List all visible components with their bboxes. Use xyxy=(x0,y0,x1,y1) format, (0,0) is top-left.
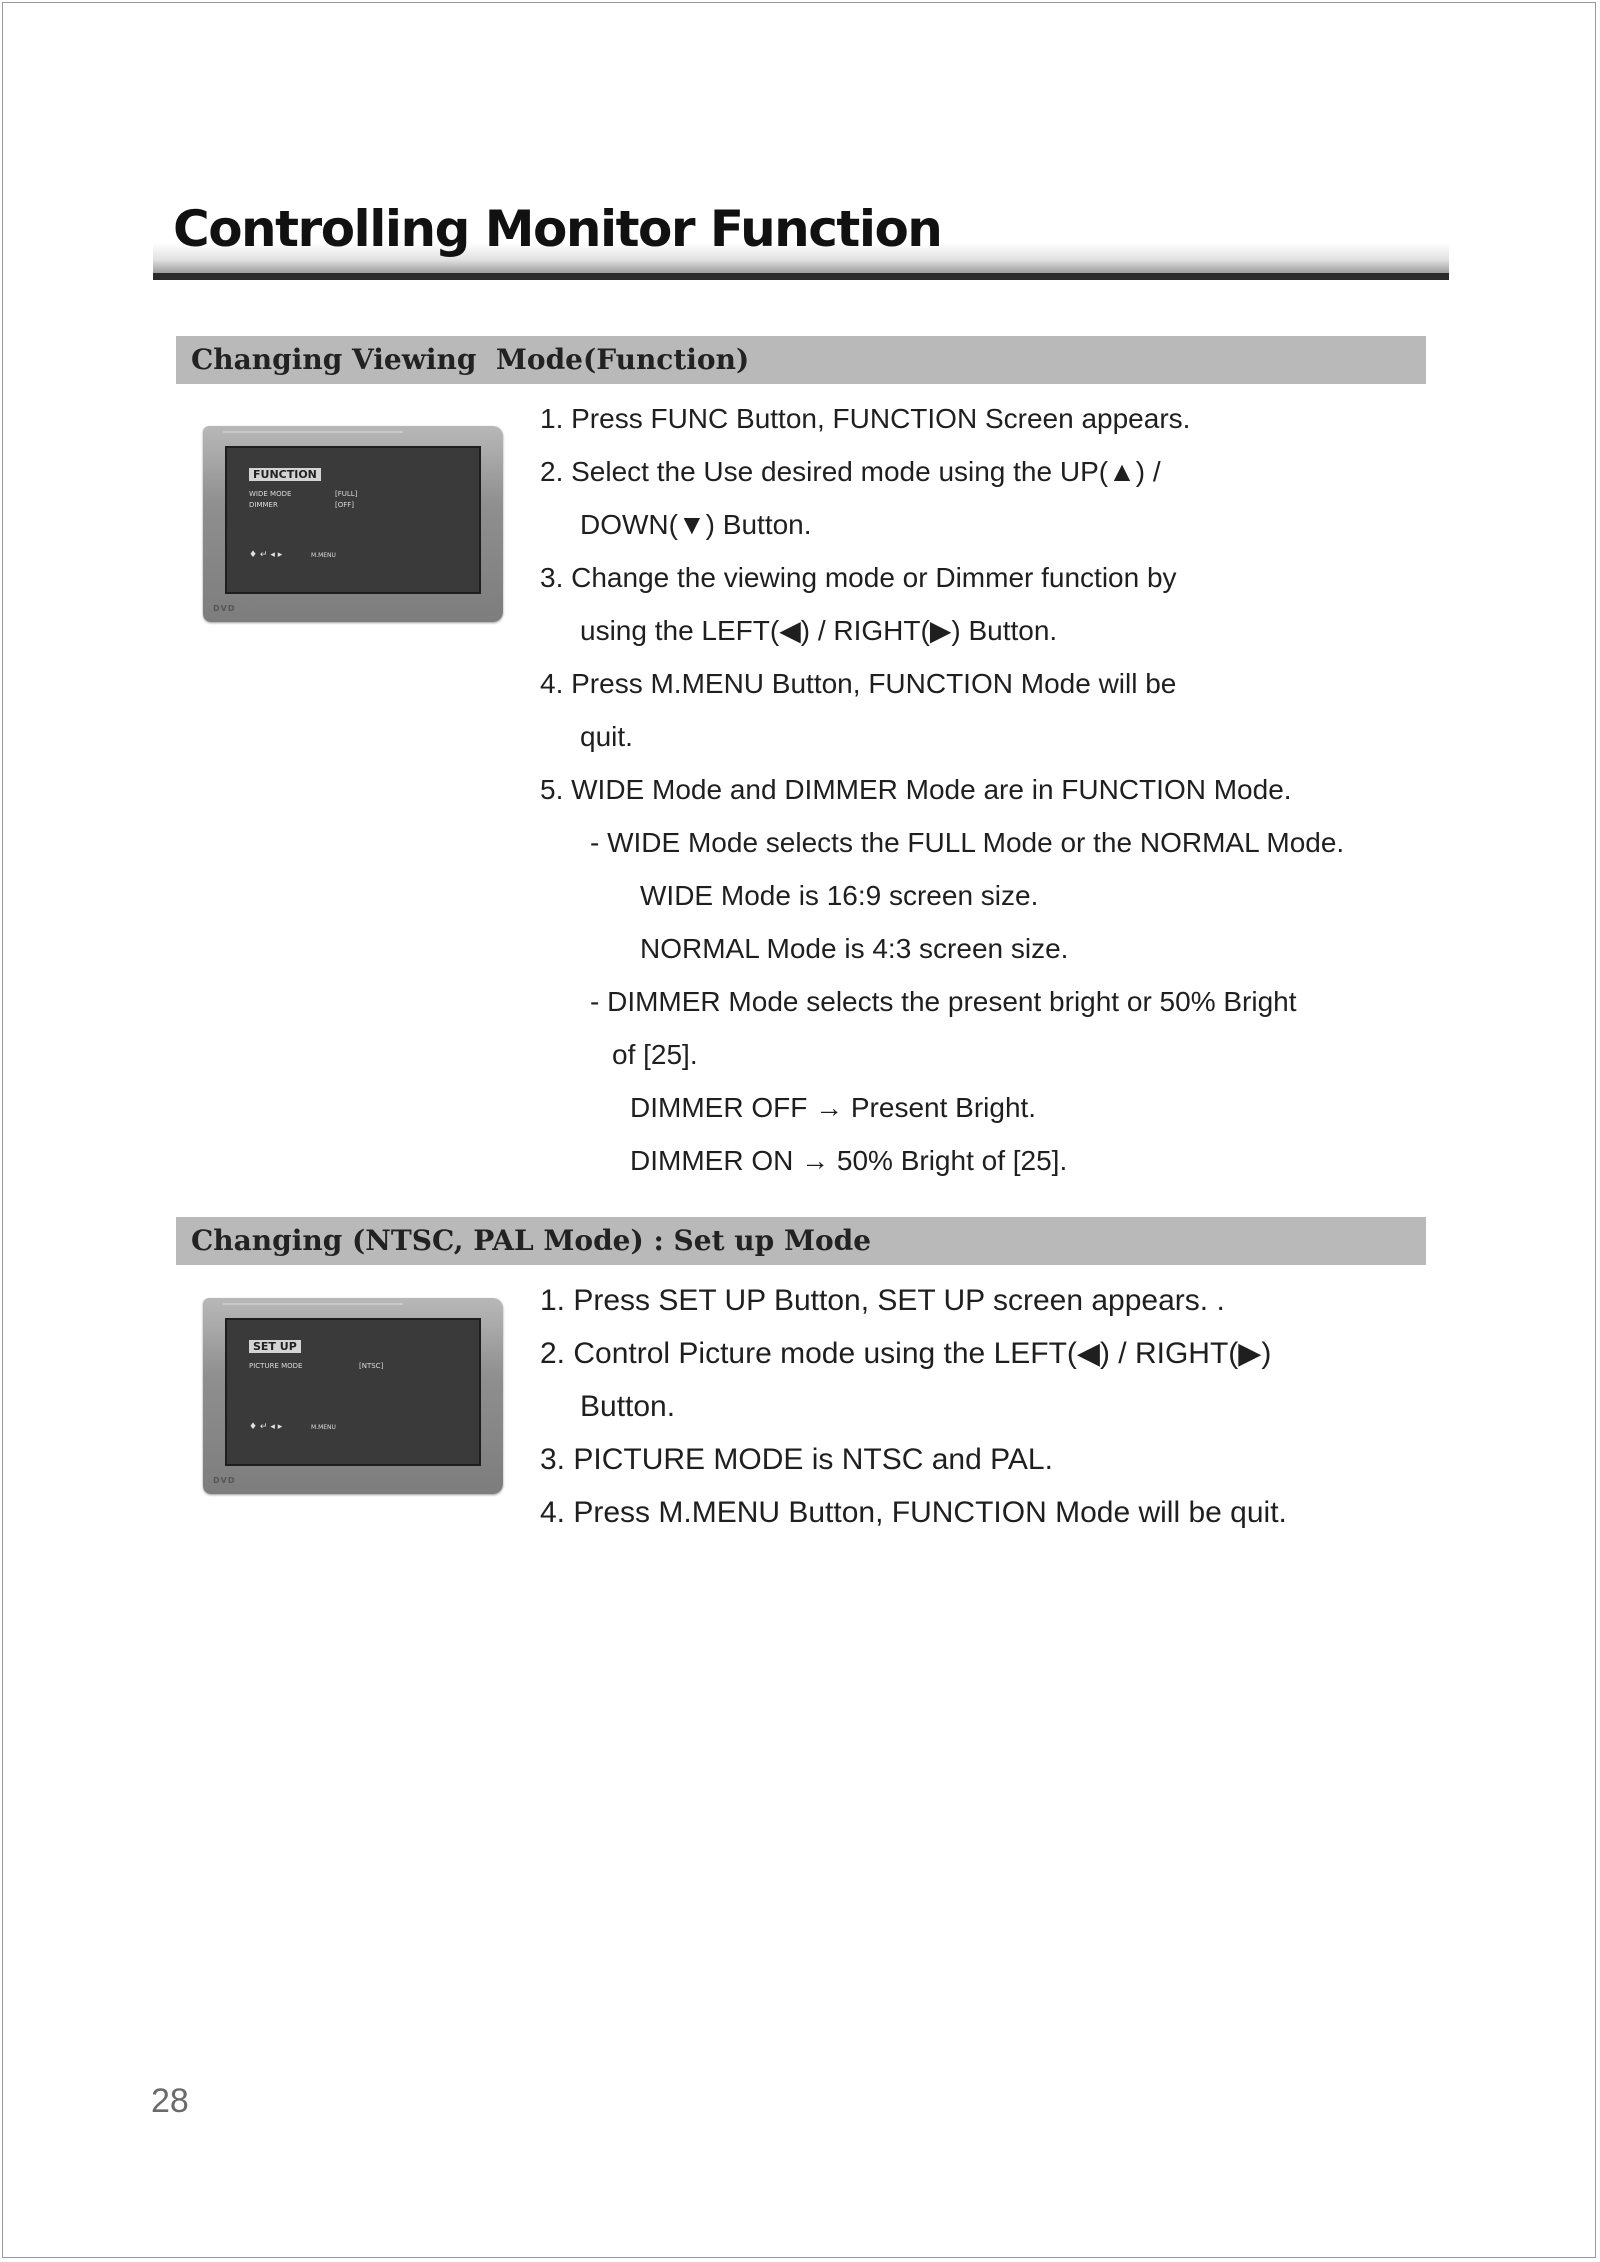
dvd-logo: DVD xyxy=(213,604,236,613)
monitor-screen xyxy=(225,446,481,594)
osd-row-value: [OFF] xyxy=(335,501,355,509)
osd-navigation-icons: ♦ ↵ ◂ ▸ xyxy=(249,1422,283,1432)
monitor-top-edge xyxy=(223,431,403,433)
osd-row-value: [NTSC] xyxy=(359,1362,384,1370)
step-2: 2. Control Picture mode using the LEFT(◀) / RIGHT(▶) xyxy=(540,1337,1272,1370)
dimmer-on-detail: DIMMER ON → 50% Bright of [25]. xyxy=(630,1145,1068,1176)
osd-title: FUNCTION xyxy=(249,468,321,481)
step-2: 2. Select the Use desired mode using the UP(▲) / xyxy=(540,456,1161,487)
step-4-continued: quit. xyxy=(580,721,633,752)
section-heading-viewing-mode: Changing Viewing Mode(Function) xyxy=(176,336,1426,384)
osd-row-label: PICTURE MODE xyxy=(249,1362,303,1370)
step-1: 1. Press SET UP Button, SET UP screen appears. . xyxy=(540,1284,1225,1317)
osd-title: SET UP xyxy=(249,1340,301,1353)
page-number: 28 xyxy=(151,2082,189,2120)
page-title: Controlling Monitor Function xyxy=(173,200,942,258)
dimmer-off-detail: DIMMER OFF → Present Bright. xyxy=(630,1092,1037,1123)
monitor-illustration-function xyxy=(203,426,503,622)
osd-navigation-icons: ♦ ↵ ◂ ▸ xyxy=(249,550,283,560)
section-heading-ntsc-pal: Changing (NTSC, PAL Mode) : Set up Mode xyxy=(176,1217,1426,1265)
step-2-continued: Button. xyxy=(580,1390,676,1423)
monitor-top-edge xyxy=(223,1303,403,1305)
step-4: 4. Press M.MENU Button, FUNCTION Mode will be xyxy=(540,668,1177,699)
section1-instructions xyxy=(540,392,1560,1187)
step-3: 3. Change the viewing mode or Dimmer function by xyxy=(540,562,1177,593)
dimmer-mode-note-continued: of [25]. xyxy=(612,1039,698,1070)
osd-row-label: DIMMER xyxy=(249,501,278,509)
monitor-illustration-setup xyxy=(203,1298,503,1494)
step-4: 4. Press M.MENU Button, FUNCTION Mode will be quit. xyxy=(540,1496,1287,1529)
step-1: 1. Press FUNC Button, FUNCTION Screen appears. xyxy=(540,403,1191,434)
step-3-continued: using the LEFT(◀) / RIGHT(▶) Button. xyxy=(580,615,1058,646)
step-3: 3. PICTURE MODE is NTSC and PAL. xyxy=(540,1443,1053,1476)
dvd-logo: DVD xyxy=(213,1476,236,1485)
normal-mode-detail: NORMAL Mode is 4:3 screen size. xyxy=(640,933,1069,964)
osd-menu-label: M.MENU xyxy=(311,552,336,559)
section2-instructions xyxy=(540,1274,1560,1539)
wide-mode-detail: WIDE Mode is 16:9 screen size. xyxy=(640,880,1039,911)
step-5: 5. WIDE Mode and DIMMER Mode are in FUNCTION Mode. xyxy=(540,774,1292,805)
osd-row-value: [FULL] xyxy=(335,490,358,498)
wide-mode-note: - WIDE Mode selects the FULL Mode or the NORMAL Mode. xyxy=(590,827,1345,858)
osd-row-label: WIDE MODE xyxy=(249,490,292,498)
title-rule xyxy=(153,273,1449,280)
osd-menu-label: M.MENU xyxy=(311,1424,336,1431)
step-2-continued: DOWN(▼) Button. xyxy=(580,509,812,540)
monitor-screen xyxy=(225,1318,481,1466)
dimmer-mode-note: - DIMMER Mode selects the present bright or 50% Bright xyxy=(590,986,1297,1017)
